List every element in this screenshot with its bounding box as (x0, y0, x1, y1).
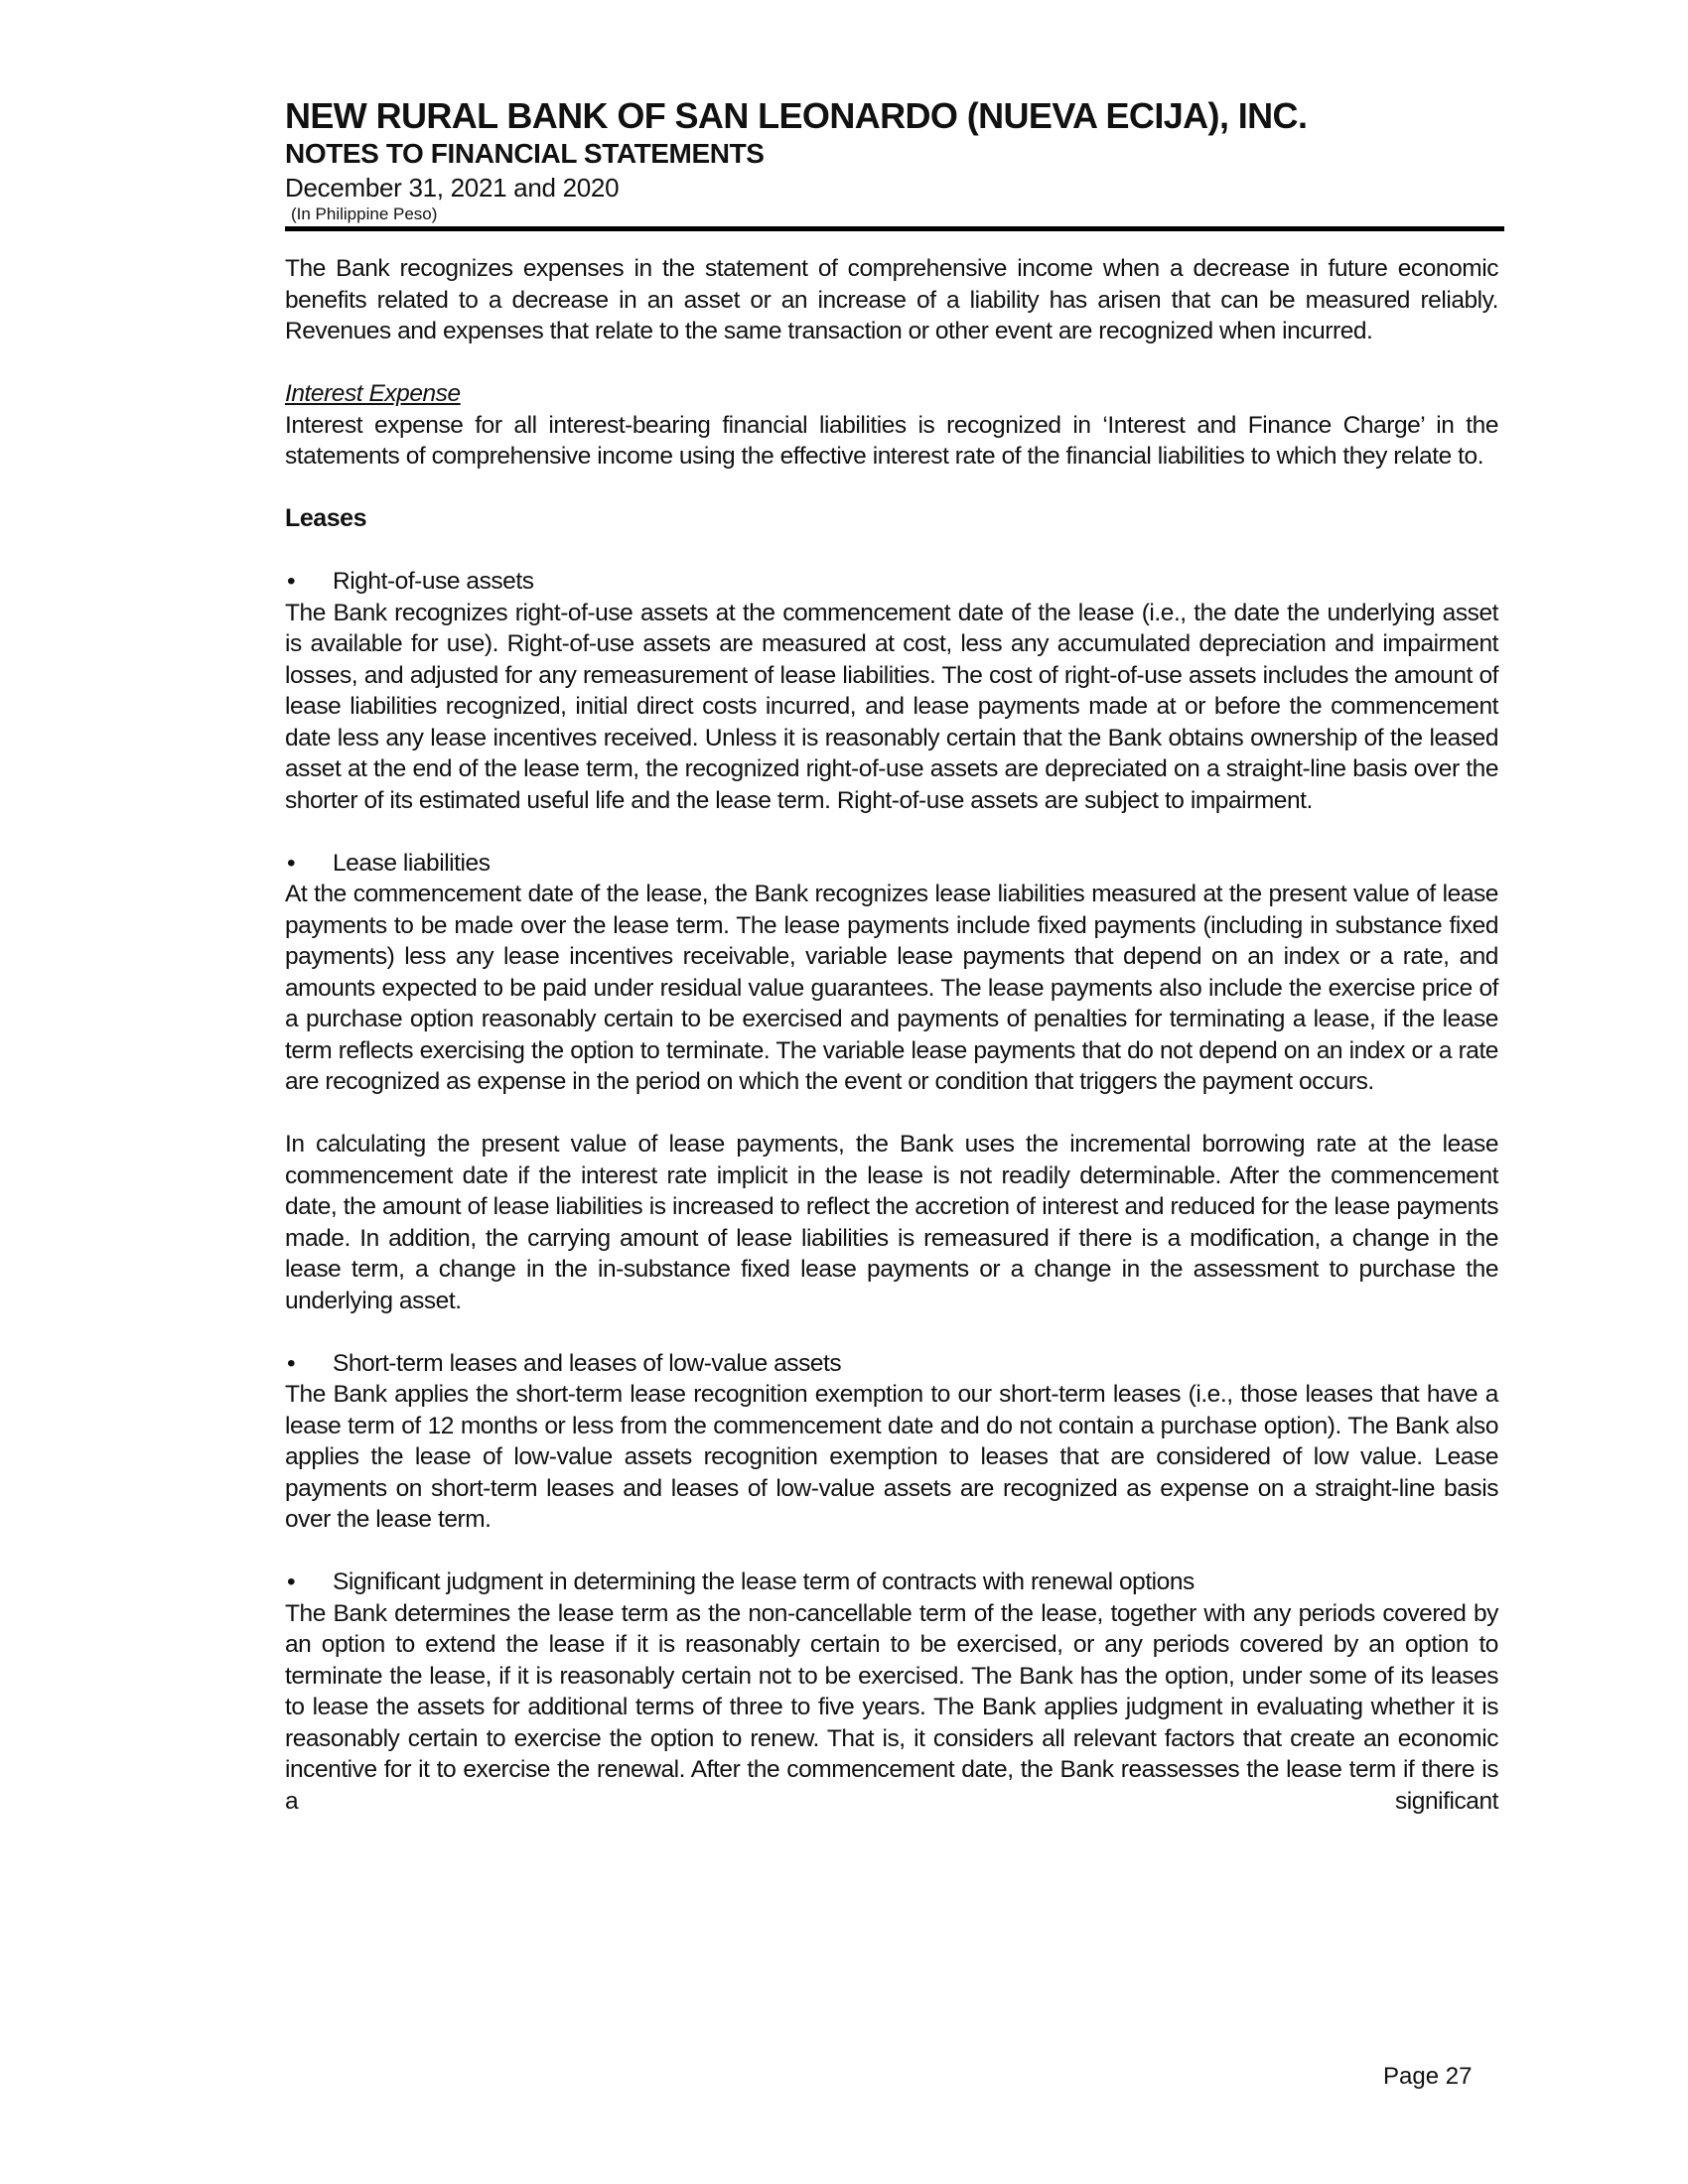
judgment-title: Significant judgment in determining the lease term of contracts with renewal options (333, 1569, 1195, 1595)
bullet-icon: • (287, 1569, 296, 1595)
bullet-lease-liabilities (285, 848, 1498, 880)
judgment-text: The Bank determines the lease term as the non-cancellable term of the lease, together with any periods covered by an option to extend the lease if it is reasonably certain to be exercised, or any periods covered by an option to terminate the lease, if it is reasonably certain not to be exercised. The Bank has the option, under some of its leases to lease the assets for additional terms of three to five years. The Bank applies judgment in evaluating whether it is reasonably certain to exercise the option to renew. That is, it considers all relevant factors that create an economic incentive for it to exercise the renewal. After the commencement date, the Bank reassesses the lease term if there is a significant (285, 1599, 1498, 1815)
bullet-right-of-use (285, 566, 1498, 598)
bullet-short-term (285, 1348, 1498, 1380)
interest-expense-heading: Interest Expense (285, 380, 461, 407)
bullet-icon: • (287, 849, 296, 877)
right-of-use-text: The Bank recognizes right-of-use assets at the commencement date of the lease (i.e., the date the underlying asset is available for use). Right-of-use assets are measured at cost, less any accumulated depreciation and impairment losses, and adjusted for any remeasurement of lease liabilities. The cost of right-of-use assets includes the amount of lease liabilities recognized, initial direct costs incurred, and lease payments made at or before the commencement date less any lease incentives received. Unless it is reasonably certain that the Bank obtains ownership of the leased asset at the end of the lease term, the recognized right-of-use assets are depreciated on a straight-line basis over the shorter of its estimated useful life and the lease term. Right-of-use assets are subject to impairment. (285, 599, 1498, 814)
company-name: NEW RURAL BANK OF SAN LEONARDO (NUEVA ECIJA), INC. (285, 95, 1308, 136)
page-number: Page 27 (1383, 2063, 1473, 2090)
lease-liabilities-title: Lease liabilities (333, 849, 491, 877)
lease-liabilities-text-2: In calculating the present value of lease payments, the Bank uses the incremental borrowing rate at the lease commencement date if the interest rate implicit in the lease is not readily determinable. After the commencement date, the amount of lease liabilities is increased to reflect the accretion of interest and reduced for the lease payments made. In addition, the carrying amount of lease liabilities is remeasured if there is a modification, a change in the lease term, a change in the in-substance fixed lease payments or a change in the assessment to purchase the underlying asset. (285, 1131, 1498, 1314)
bullet-judgment (285, 1567, 1498, 1598)
reporting-period: December 31, 2021 and 2020 (285, 173, 620, 203)
lease-liabilities-text: At the commencement date of the lease, the Bank recognizes lease liabilities measured at the present value of lease payments to be made over the lease term. The lease payments include fixed payments (including in substance fixed payments) less any lease incentives receivable, variable lease payments that depend on an index or a rate, and amounts expected to be paid under residual value guarantees. The lease payments also include the exercise price of a purchase option reasonably certain to be exercised and payments of penalties for terminating a lease, if the lease term reflects exercising the option to terminate. The variable lease payments that do not depend on an index or a rate are recognized as expense in the period on which the event or condition that triggers the payment occurs. (285, 881, 1498, 1095)
bullet-icon: • (287, 568, 296, 595)
currency-note: (In Philippine Peso) (291, 205, 438, 223)
document-body (285, 253, 1498, 1817)
bullet-icon: • (287, 1349, 296, 1377)
interest-expense-text: Interest expense for all interest-bearing financial liabilities is recognized in ‘Interest and Finance Charge’ in the statements of comprehensive income using the effective interest rate of the financial liabilities to which they relate to. (285, 411, 1498, 470)
document-title: NOTES TO FINANCIAL STATEMENTS (285, 138, 765, 169)
leases-heading: Leases (285, 504, 367, 532)
header-divider (285, 226, 1504, 231)
short-term-title: Short-term leases and leases of low-value assets (333, 1349, 842, 1377)
right-of-use-title: Right-of-use assets (333, 568, 534, 595)
short-term-text: The Bank applies the short-term lease recognition exemption to our short-term leases (i.e., those leases that have a lease term of 12 months or less from the commencement date and do not contain a purchase option). The Bank also applies the lease of low-value assets recognition exemption to leases that are considered of low value. Lease payments on short-term leases and leases of low-value assets are recognized as expense on a straight-line basis over the lease term. (285, 1381, 1498, 1533)
intro-paragraph: The Bank recognizes expenses in the statement of comprehensive income when a decrease in future economic benefits related to a decrease in an asset or an increase of a liability has arisen that can be measured reliably. Revenues and expenses that relate to the same transaction or other event are recognized when incurred. (285, 255, 1498, 344)
